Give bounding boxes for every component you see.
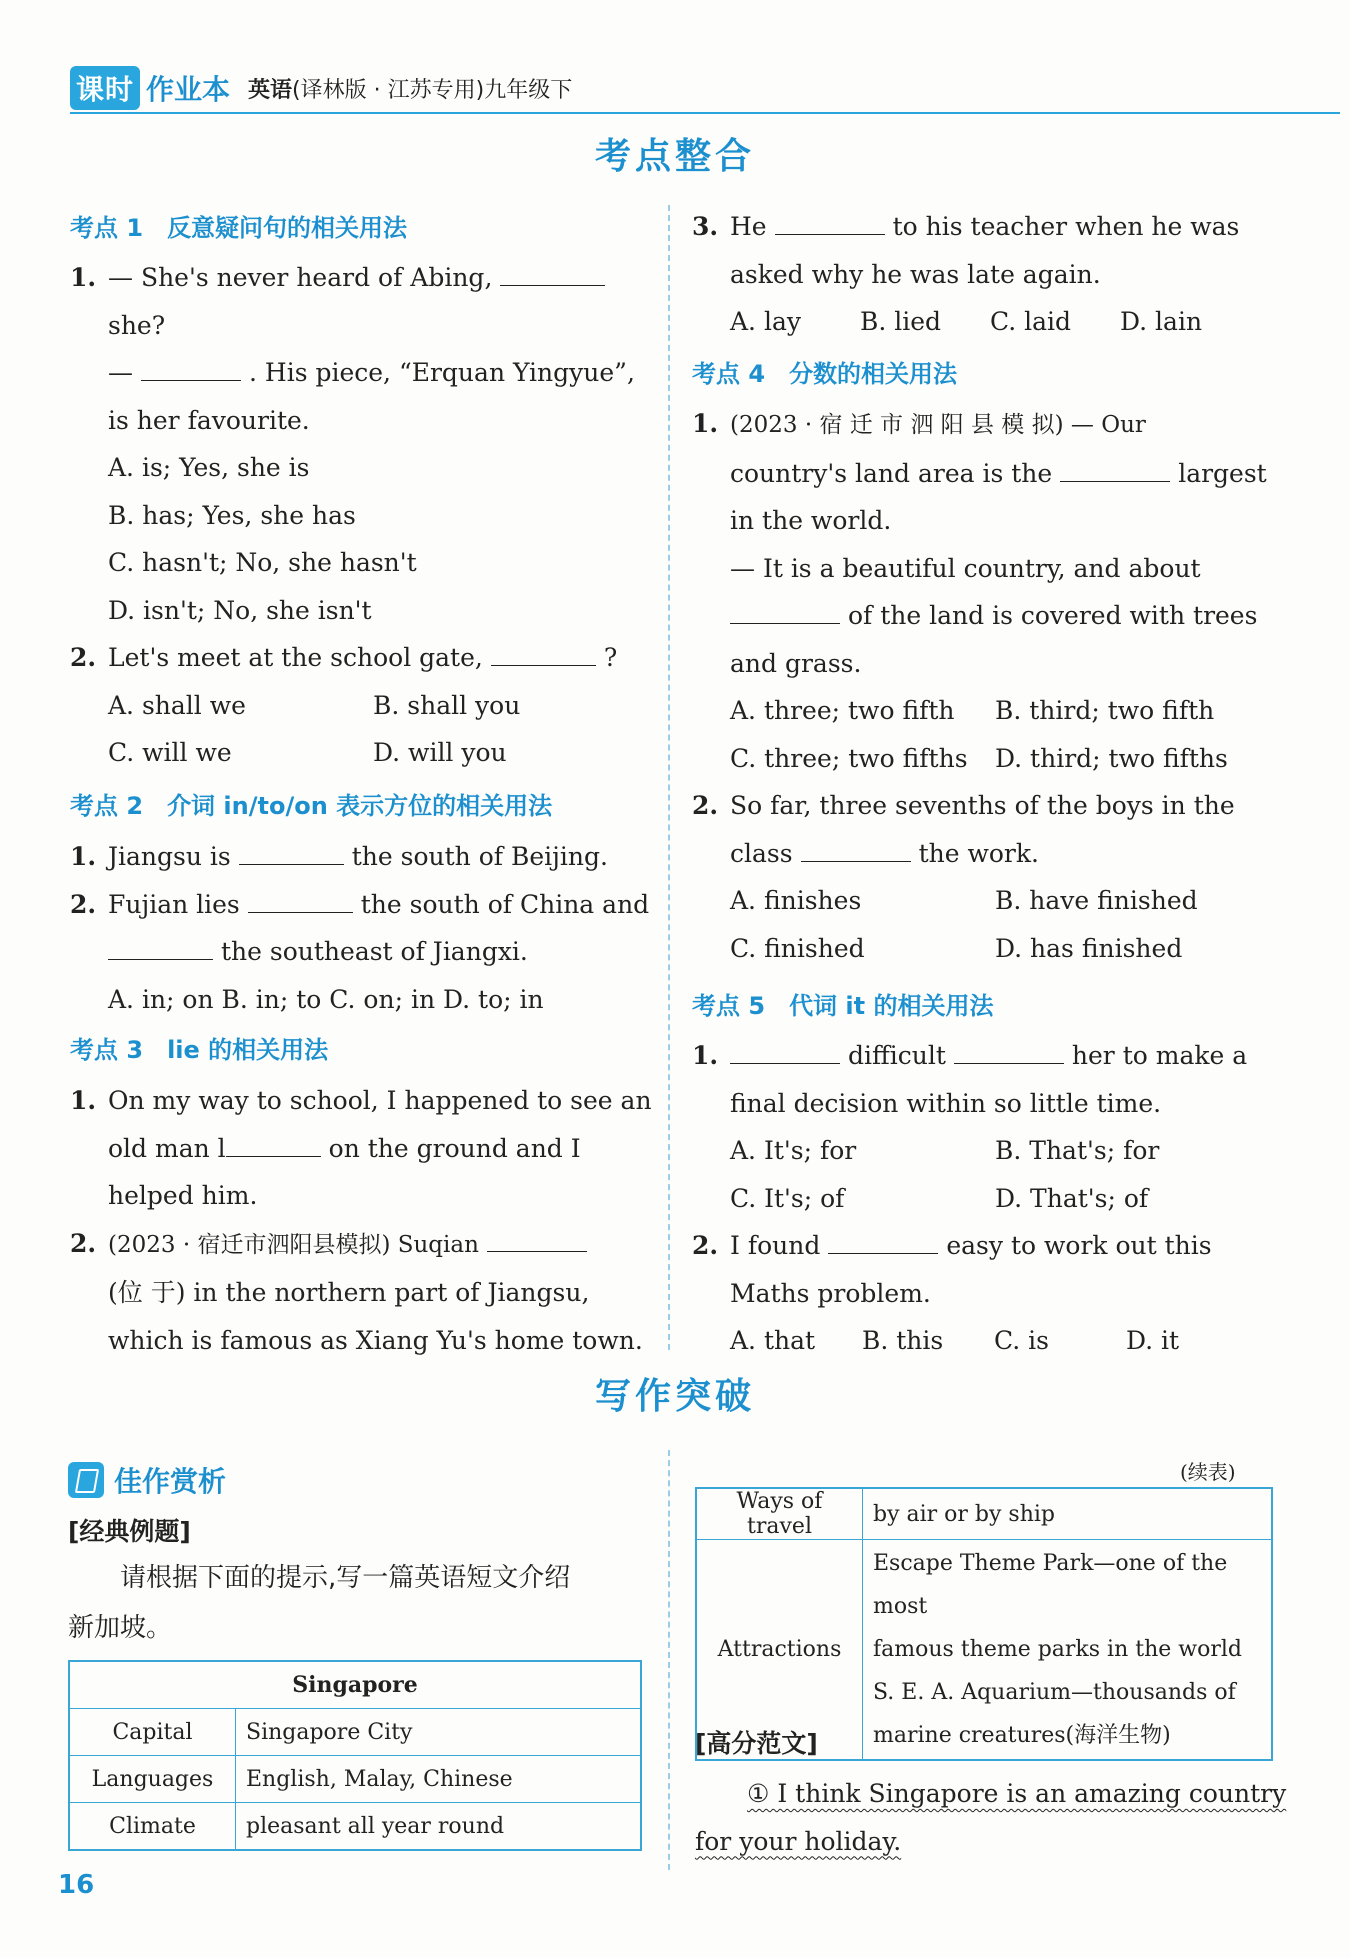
option-d: D. third; two fifths xyxy=(995,743,1228,773)
option-b: B. lied xyxy=(860,307,942,336)
option-b: B. third; two fifth xyxy=(995,696,1215,725)
book-info xyxy=(248,73,572,104)
option-d: D. will you xyxy=(373,738,507,767)
option-a: A. three; two fifth xyxy=(730,696,955,725)
option-d: D. isn't; No, she isn't xyxy=(108,595,372,625)
options-row: A. in; on B. in; to C. on; in D. to; in xyxy=(108,984,544,1014)
brand-logo: 课时 xyxy=(70,66,140,110)
option-c: C. will we xyxy=(108,738,232,767)
option-a: A. lay xyxy=(730,307,801,336)
model-tag: [高分范文] xyxy=(695,1729,818,1758)
option-a: A. that xyxy=(730,1326,816,1355)
question-r5: 1. difficult her to make a final decision within so little time. A. It's; for B. That's; for C. It's; of D. That's; of 2. I found easy to work out this Maths problem. A. that B. this C. is D. it xyxy=(692,1032,1282,1365)
point-heading-2: 考点 2 介词 in/to/on 表示方位的相关用法 xyxy=(70,792,553,820)
option-d: D. lain xyxy=(1120,307,1203,336)
option-b: B. this xyxy=(862,1326,944,1355)
option-d: D. has finished xyxy=(995,933,1183,963)
header xyxy=(70,68,572,108)
info-table-continued xyxy=(695,1487,1273,1761)
question-l3: 1. Jiangsu is the south of Beijing. 2. Fujian lies the south of China and the southeast of Jiangxi. A. in; on B. in; to C. on; in D. to; in xyxy=(70,833,650,1023)
option-a: A. finishes xyxy=(730,886,862,915)
question-r3: 3. He to his teacher when he was asked why he was late again. A. lay B. lied C. laid D. lain xyxy=(692,203,1282,346)
pen-icon xyxy=(68,1462,104,1498)
option-b: B. shall you xyxy=(373,690,521,720)
brand-name: 作业本 xyxy=(146,73,231,106)
option-b: B. have finished xyxy=(995,886,1198,915)
table-row: Capital Singapore City xyxy=(69,1709,641,1756)
table-row: Languages English, Malay, Chinese xyxy=(69,1756,641,1803)
continued-label: (续表) xyxy=(1180,1460,1236,1484)
option-c: C. three; two fifths xyxy=(730,743,968,773)
example-tag: [经典例题] xyxy=(68,1517,191,1546)
point-heading-1: 考点 1 反意疑问句的相关用法 xyxy=(70,214,408,242)
writing-prompt: 请根据下面的提示,写一篇英语短文介绍 新加坡。 xyxy=(68,1563,571,1643)
option-b: B. That's; for xyxy=(995,1136,1160,1165)
column-divider xyxy=(668,205,670,1350)
option-c: C. laid xyxy=(990,307,1072,336)
option-d: D. That's; of xyxy=(995,1183,1149,1213)
model-essay: ① I think Singapore is an amazing country for your holiday. xyxy=(695,1779,1287,1856)
table-row: Ways of travel by air or by ship xyxy=(696,1488,1272,1540)
column-divider xyxy=(668,1450,670,1870)
table-row: Attractions Escape Theme Park—one of the most famous theme parks in the world S. E. A. Aquarium—thousands of marine creatures(海洋生物) xyxy=(696,1540,1272,1761)
option-a: A. is; Yes, she is xyxy=(108,453,310,482)
point-heading-3: 考点 3 lie 的相关用法 xyxy=(70,1036,329,1064)
section-title-writing: 写作突破 xyxy=(594,1376,755,1417)
point-heading-4: 考点 4 分数的相关用法 xyxy=(692,360,958,388)
header-rule xyxy=(70,112,1340,114)
option-a: A. shall we xyxy=(108,690,246,720)
edition: (译林版 · 江苏专用)九年级下 xyxy=(292,77,573,103)
option-c: C. is xyxy=(994,1326,1049,1355)
page-number: 16 xyxy=(58,1870,95,1900)
option-c: C. finished xyxy=(730,933,865,963)
option-c: C. hasn't; No, she hasn't xyxy=(108,548,417,577)
point-heading-5: 考点 5 代词 it 的相关用法 xyxy=(692,992,994,1020)
option-b: B. has; Yes, she has xyxy=(108,500,356,530)
subject: 英语 xyxy=(248,77,293,103)
option-d: D. it xyxy=(1126,1326,1180,1355)
appreciation-heading: 佳作赏析 xyxy=(68,1460,226,1500)
info-table xyxy=(68,1660,642,1851)
question-r4: 1. (2023 · 宿 迁 市 泗 阳 县 模 拟) — Our country's land area is the largest in the world. — It is a beautiful country, and about of the land is covered with trees and grass. A. three; two fifth B. third; two fifth C. three; two fifths D. third; two fifths 2. So far, three sevenths of the boys in the class the work. A. finishes B. have finished C. finished D. has finished xyxy=(692,400,1282,972)
table-row: Climate pleasant all year round xyxy=(69,1803,641,1851)
section-title-points: 考点整合 xyxy=(594,136,755,177)
option-c: C. It's; of xyxy=(730,1183,845,1213)
question-l5: 1. On my way to school, I happened to see an old man l on the ground and I helped him. 2. (2023 · 宿迁市泗阳县模拟) Suqian (位 于) in the northern part of Jiangsu, which is famous as Xiang Yu's home town. xyxy=(70,1086,652,1355)
table-title: Singapore xyxy=(69,1661,641,1709)
question-l1: 1. — She's never heard of Abing, she? — . His piece, “Erquan Yingyue”, is her favourite. A. is; Yes, she is B. has; Yes, she has C. hasn't; No, she hasn't D. isn't; No, she isn't 2. Let's meet at the school gate, ? A. shall we B. shall you C. will we D. will you xyxy=(70,254,650,777)
option-a: A. It's; for xyxy=(730,1136,857,1165)
